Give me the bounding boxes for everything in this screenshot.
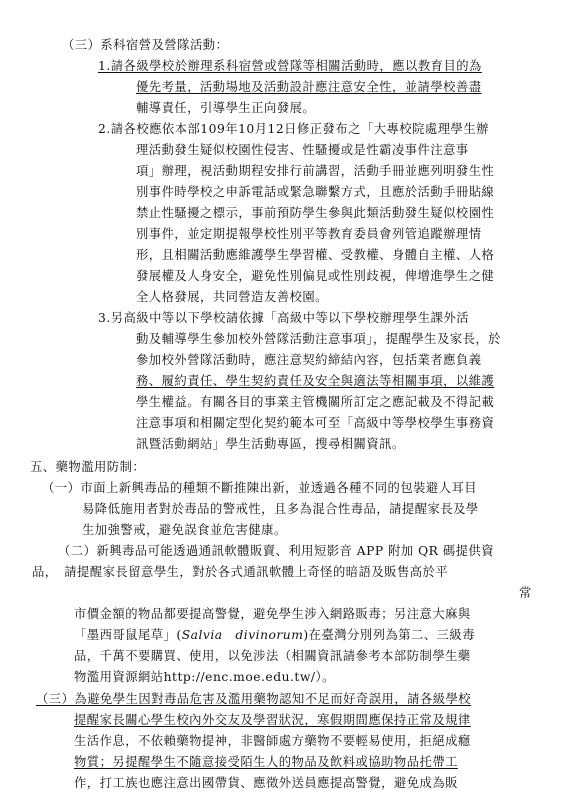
- section-heading: 五、藥物濫用防制：: [30, 460, 146, 474]
- paragraph-line: 禁止性騷擾之標示，事前預防學生參與此類活動發生疑似校園性: [136, 206, 495, 220]
- text-span: )在臺灣分別列為第二、三級毒: [303, 628, 476, 642]
- paragraph-line: 別事件，並定期提報學校性別平等教育委員會列管追蹤辦理情: [136, 227, 482, 241]
- paragraph-line: （三）為避免學生因對毒品危害及濫用藥物認知不足而好奇誤用，請各級學校: [36, 692, 472, 706]
- paragraph-line: 發展權及人身安全，避免性別偏見或性別歧視，俾增進學生之健: [136, 269, 495, 283]
- paragraph-line: 優先考量，活動場地及活動設計應注意安全性，並請學校善盡: [136, 80, 482, 94]
- paragraph-line: 品，千萬不要購買、使用，以免涉法（相關資訊請參考本部防制學生藥: [74, 649, 471, 663]
- paragraph-line: 動及輔導學生參加校外營隊活動注意事項」，提醒學生及家長，於: [136, 332, 501, 346]
- section-heading: （三）系科宿營及營隊活動：: [62, 38, 229, 52]
- paragraph-line: 1.請各級學校於辦理系科宿營或營隊等相關活動時，應以教育目的為: [98, 59, 482, 73]
- text-span: 「墨西哥鼠尾草」(: [74, 628, 182, 642]
- paragraph-line: 常: [519, 586, 532, 600]
- paragraph-line: 作，打工族也應注意出國帶貨、應徵外送員應提高警覺，避免成為販: [74, 776, 458, 790]
- paragraph-line: 生加強警戒，避免誤食並危害健康。: [82, 523, 287, 537]
- paragraph-line: 輔導責任，引導學生正向發展。: [136, 101, 316, 115]
- paragraph-line: 理活動發生疑似校園性侵害、性騷擾或是性霸凌事件注意事: [136, 143, 469, 157]
- paragraph-line: 市價金額的物品都要提高警覺，避免學生涉入網路販毒；另注意大麻與: [74, 607, 471, 621]
- paragraph-line: 全人格發展，共同營造友善校園。: [136, 290, 328, 304]
- paragraph-line: 訊暨活動網站」學生活動專區，搜尋相關資訊。: [136, 437, 405, 451]
- paragraph-line: 品， 請提醒家長留意學生，對於各式通訊軟體上奇怪的暗語及販售高於平: [32, 565, 449, 579]
- paragraph-line: （二）新興毒品可能透過通訊軟體販賣、利用短影音 APP 附加 QR 碼提供資: [58, 544, 495, 558]
- paragraph-line: 務、履約責任、學生契約責任及安全與適法等相關事項，以維護: [136, 374, 495, 388]
- paragraph-line: 3.另高級中等以下學校請依據「高級中等以下學校辦理學生課外活: [98, 311, 470, 325]
- paragraph-line: 物質；另提醒學生不隨意接受陌生人的物品及飲料或協助物品托帶工: [74, 755, 458, 769]
- paragraph-line: [74, 626, 475, 644]
- paragraph-line: 項」辦理，視活動期程安排行前講習，活動手冊並應列明發生性: [136, 164, 495, 178]
- paragraph-line: 物濫用資源網站http://enc.moe.edu.tw/）。: [74, 670, 335, 684]
- paragraph-line: 別事件時學校之申訴電話或緊急聯繫方式，且應於活動手冊貼線: [136, 185, 495, 199]
- paragraph-line: 注意事項和相關定型化契約範本可至「高級中等學校學生事務資: [136, 416, 495, 430]
- paragraph-line: 生活作息，不依賴藥物提神，非醫師處方藥物不要輕易使用，拒絕成癮: [74, 734, 471, 748]
- paragraph-line: 形，且相關活動應維護學生學習權、受教權、身體自主權、人格: [136, 248, 495, 262]
- paragraph-line: 易降低施用者對於毒品的警戒性，且多為混合性毒品，請提醒家長及學: [82, 502, 479, 516]
- paragraph-line: 提醒家長關心學生校內外交友及學習狀況，寒假期間應保持正常及規律: [74, 713, 471, 727]
- paragraph-line: 參加校外營隊活動時，應注意契約締結內容，包括業者應負義: [136, 353, 482, 367]
- paragraph-line: 學生權益。有關各目的事業主管機關所訂定之應記載及不得記載: [136, 395, 495, 409]
- paragraph-line: （一）市面上新興毒品的種類不斷推陳出新，並透過各種不同的包裝避人耳目: [42, 481, 478, 495]
- latin-name: Salvia divinorum: [181, 628, 304, 642]
- paragraph-line: 2.請各校應依本部109年10月12日修正發布之「大專校院處理學生辦: [98, 122, 489, 136]
